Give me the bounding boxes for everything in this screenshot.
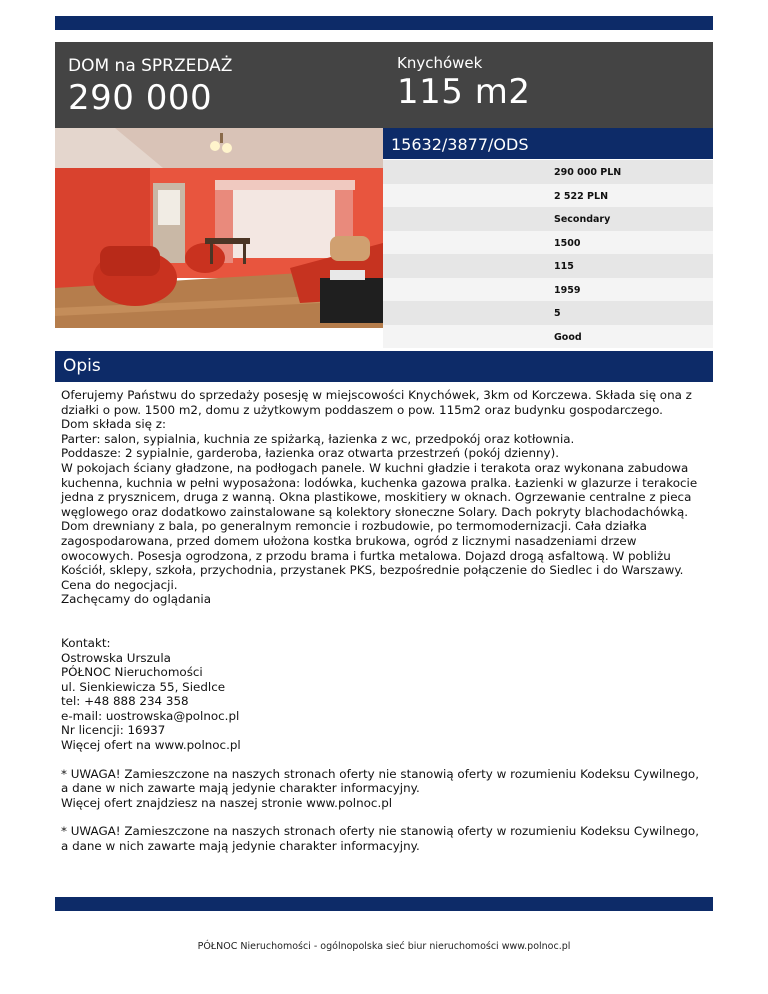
location: Knychówek [397,54,483,72]
description-paragraph: Parter: salon, sypialnia, kuchnia ze spiżarką, łazienka z wc, przedpokój oraz kotłownia. [61,431,575,446]
reference-number: 15632/3877/ODS [391,135,529,154]
detail-plot-area: 1500 [554,237,581,249]
detail-row [383,301,713,325]
detail-row [383,160,713,184]
footer-text: PÓŁNOC Nieruchomości - ogólnopolska sieć biur nieruchomości www.polnoc.pl [197,941,571,952]
property-photo [55,128,383,328]
property-type: DOM na SPRZEDAŻ [68,56,233,76]
detail-row [383,325,713,349]
detail-rooms: 5 [554,308,561,319]
contact-line: Nr licencji: 16937 [61,723,166,738]
detail-row [383,278,713,302]
contact-line: PÓŁNOC Nieruchomości [61,665,203,680]
contact-line: Ostrowska Urszula [61,650,171,665]
detail-row [383,207,713,231]
bottom-accent-bar [55,897,713,911]
details-table [383,160,713,348]
detail-row [383,184,713,208]
price-headline: 290 000 [68,78,213,118]
description-paragraph: W pokojach ściany gładzone, na podłogach panele. W kuchni gładzie i terakota oraz wykonana zabudowa kuchenna, kuchnia w pełni wyposażona: lodówka, kuchenka gazowa pralka. Łazienki w glazurze i terakocie jedna z prysznicem, druga z wanną. Okna plastikowe, moskitiery w oknach. Ogrzewanie centralne z pieca węglowego oraz dodatkowo zainstalowane są kolektory słoneczne Solary. Dach pokryty blachodachówką. Dom drewniany z bala, po generalnym remoncie i rozbudowie, po termomodernizacji. Cała działka zagospodarowana, przed domem ułożona kostka brukowa, ogród z licznymi nasadzeniami drzew owocowych. Posesja ogrodzona, z przodu brama i furtka metalowa. Dojazd drogą asfaltową. W pobliżu Kościół, sklepy, szkoła, przychodnia, przystanek PKS, bezpośrednie połączenie do Siedlec i do Warszawy. [61,460,698,578]
section-title: Opis [63,356,101,376]
description-paragraph: Dom składa się z: [61,417,166,432]
description-paragraph: Poddasze: 2 sypialnie, garderoba, łazienka oraz otwarta przestrzeń (pokój dzienny). [61,446,560,461]
contact-line: tel: +48 888 234 358 [61,694,189,709]
reference-bar [383,128,713,159]
contact-line: e-mail: uostrowska@polnoc.pl [61,708,240,723]
detail-row [383,254,713,278]
detail-price-per-m2: 2 522 PLN [554,190,609,202]
detail-row [383,231,713,255]
contact-line: Kontakt: [61,635,111,650]
description-header [55,351,713,382]
notice-text: Więcej ofert znajdziesz na naszej stronie www.polnoc.pl [61,795,393,810]
top-accent-bar [55,16,713,30]
contact-line: ul. Sienkiewicza 55, Siedlce [61,679,226,694]
description-body [61,388,709,854]
detail-area: 115 [554,261,574,272]
area-headline: 115 m2 [397,72,531,112]
description-paragraph: Cena do negocjacji. [61,577,178,592]
notice-text: * UWAGA! Zamieszczone na naszych stronach oferty nie stanowią oferty w rozumieniu Kodeksu Cywilnego, a dane w nich zawarte mają jedynie charakter informacyjny. [61,766,699,796]
detail-price: 290 000 PLN [554,167,622,178]
contact-line: Więcej ofert na www.polnoc.pl [61,738,241,753]
detail-year: 1959 [554,284,581,296]
detail-condition: Good [554,331,582,343]
description-paragraph: Zachęcamy do oglądania [61,592,212,607]
notice-text: * UWAGA! Zamieszczone na naszych stronach oferty nie stanowią oferty w rozumieniu Kodeksu Cywilnego, a dane w nich zawarte mają jedynie charakter informacyjny. [61,824,699,854]
listing-header [55,42,713,128]
description-paragraph: Oferujemy Państwu do sprzedaży posesję w miejscowości Knychówek, 3km od Korczewa. Składa się ona z działki o pow. 1500 m2, domu z użytkowym poddaszem o pow. 115m2 oraz budynku gospodarczego. [61,388,692,417]
detail-market: Secondary [554,214,611,225]
